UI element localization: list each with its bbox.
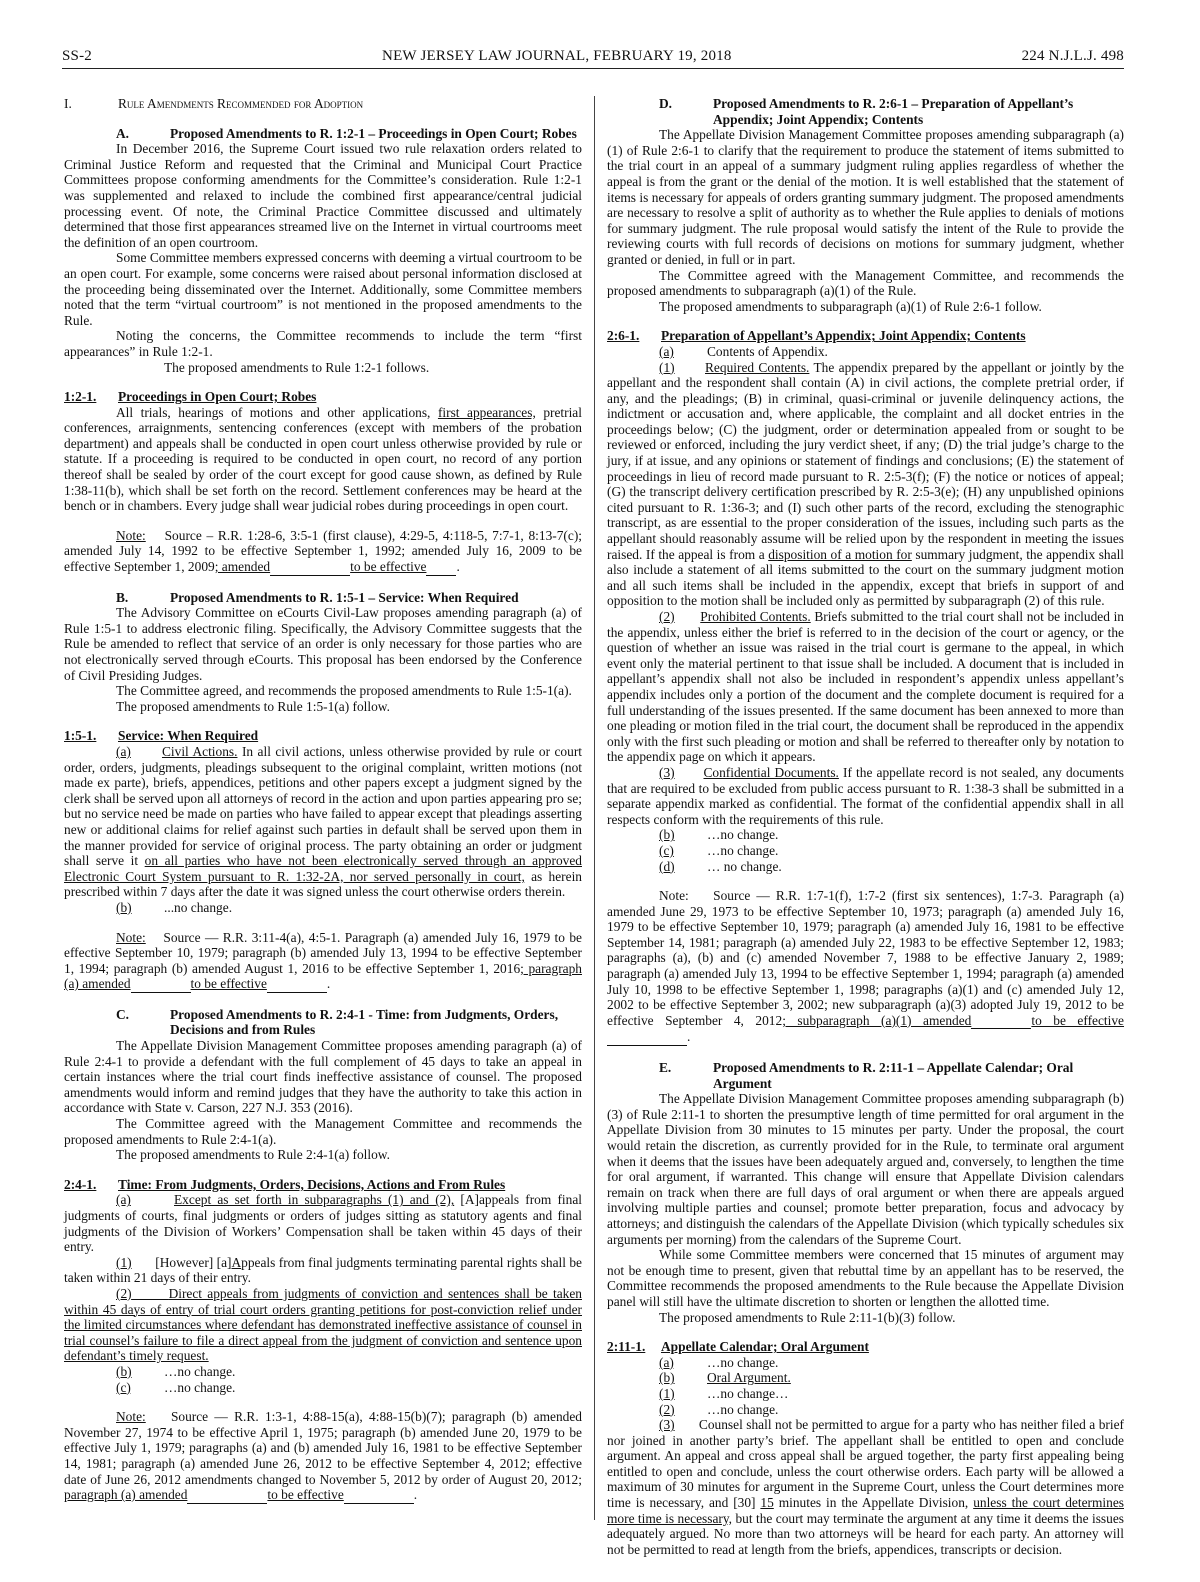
note-text: Source – R.R. 1:28-6, 3:5-1 (first clause), 4:29-5, 4:118-5, 7:7-1, 8:13-7(c); amended July 14, 1992 to be effective September 1, 1992; amended July 16, 2009 to be effective September 1, 2009: [64, 527, 582, 575]
paragraph: Some Committee members expressed concerns with deeming a virtual courtroom to be an open court. For example, some concerns were raised about personal information disclosed at the proceeding being disseminated over the Internet. Additionally, some Committee members noted that the term “virtual courtroom” is not mentioned in the proposed amendments to the Rule.: [64, 250, 582, 328]
rule-text-part: Briefs submitted to the trial court shall not be included in the appendix, unless either the brief is referred to in the decision of the court or agency, or the question of whether an issue was raised in the trial court is germane to the appeal, in which event only the material pertinent to that issue shall be included. A document that is included in appellant’s appendix shall not also be included in respondent’s appendix unless appellant’s appendix includes only a portion of the document and the complete document is required for a full understanding of the issues presented. If the same document has been annexed to more than one pleading or motion filed in the trial court, the document shall be reproduced in the appendix only with the first such pleading or motion and shall be referred to thereafter only by notation to the appendix page on which it appears.: [607, 609, 1124, 765]
note: Note: Source — R.R. 1:7-1(f), 1:7-2 (first six sentences), 1:7-3. Paragraph (a) amended June 29, 1973 to be effective September 10, 1973; paragraph (a) amended July 16, 1979 to be effective September 10, 1979; paragraph (a) amended July 16, 1981 to be effective September 14, 1981; paragraph (a) amended July 22, 1983 to be effective September 12, 1983; paragraphs (a), (b) and (c) amended November 7, 1988 to be effective January 2, 1989; paragraph (a) amended July 13, 1994 to be effective September 1, 1994; paragraph (a) amended July 10, 1998 to be effective September 1, 1998; paragraphs (a)(1) and (c) amended July 12, 2002 to be effective September 3, 2002; new subparagraph (a)(3) adopted July 19, 2012 to be effective September 4, 2012; subparagraph (a)(1) amended to be effective .: [607, 888, 1125, 1045]
note-amended: ; subparagraph (a)(1) amended: [782, 1012, 972, 1028]
date-blank: [426, 559, 456, 576]
note-amended: ; paragraph (a) amended: [64, 1471, 582, 1503]
paragraph-heading: Required Contents.: [705, 359, 810, 375]
paragraph-label: (1): [659, 359, 675, 375]
paragraph: Noting the concerns, the Committee recommends to include the term “first appearances” in Rule 1:2-1.: [64, 328, 582, 359]
rule-subparagraph: [607, 1355, 1124, 1371]
paragraph-heading: Civil Actions.: [161, 743, 238, 759]
rule-text: [64, 1255, 582, 1286]
paragraph: The Appellate Division Management Committee proposes amending subparagraph (a)(1) of Rule 2:6-1 to clarify that the requirement to produce the statement of items submitted to the trial court in an appeal of a summary judgment ruling applies regardless of whether the appeal is from the grant or the denial of the motion. It is well established that the statement of items is necessary for appeals of orders granting summary judgment. The proposed amendments are necessary to resolve a split of authority as to whether the Rule applies to denials of motions for summary judgment. The rule proposal would satisfy the intent of the Rule to provide the reviewing courts with full records of decisions on motions for summary judgment, whether granted or denied, in full or in part.: [607, 127, 1124, 267]
rule-subparagraph: [607, 1370, 1124, 1386]
right-column: [607, 96, 1124, 1557]
rule-title: Preparation of Appellant’s Appendix; Joint Appendix; Contents: [661, 328, 1026, 344]
paragraph-label: (2): [659, 1401, 675, 1417]
section-label: D.: [659, 96, 673, 111]
date-blank: [270, 559, 350, 576]
paragraph-label: (2): [659, 609, 675, 624]
rule-text-part: …no change.: [164, 1379, 236, 1395]
paragraph-label: (a): [116, 743, 131, 759]
paragraph-label: (c): [116, 1379, 131, 1395]
section-title: Proposed Amendments to R. 2:6-1 – Preparation of Appellant’s Appendix; Joint Appendix; Contents: [713, 96, 1074, 127]
rule-text-part: … no change.: [707, 858, 782, 874]
rule-heading: [607, 1339, 1124, 1355]
note-label: Note:: [116, 1409, 146, 1425]
rule-text-part: summary judgment, the appendix shall also include a statement of all items submitted to the court on the summary judgment motion and all such items shall be included in the appendix, except that briefs in support of and opposition to the motion shall be included only as permitted by subparagraph (2) of this rule.: [607, 546, 1125, 609]
paragraph: The Committee agreed, and recommends the proposed amendments to Rule 1:5-1(a).: [116, 683, 572, 699]
note: Note: Source — R.R. 3:11-4(a), 4:5-1. Paragraph (a) amended July 16, 1979 to be effective September 10, 1979; paragraph (b) amended July 13, 1994 to be effective September 1, 1994; paragraph (b) amended August 1, 2016 to be effective September 1, 2016; paragraph (a) amended to be effective .: [64, 929, 583, 992]
note-label: Note:: [116, 527, 146, 543]
rule-text-part: Contents of Appendix.: [707, 343, 828, 359]
inserted-text: A: [231, 1254, 242, 1270]
rule-heading: [64, 728, 582, 744]
section-d-heading: [607, 96, 1124, 127]
rule-text: [64, 1286, 582, 1364]
paragraph-label: (1): [659, 1385, 675, 1401]
rule-text-part: All trials, hearings of motions and other applications,: [116, 404, 431, 420]
rule-text: [607, 1417, 1124, 1557]
paragraph: The proposed amendments to subparagraph (a)(1) of Rule 2:6-1 follow.: [659, 298, 1042, 314]
rule-text-part: minutes in the Appellate Division,: [778, 1495, 969, 1511]
paragraph: While some Committee members were concerned that 15 minutes of argument may not be enough time to present, given that rebuttal time by an appellant has to be reserved, the Committee recommends the proposed amendments to the Rule because the Appellate Division panel will still have the ultimate discretion to shorten or lengthen the allotted time.: [607, 1247, 1124, 1309]
rule-heading: [64, 1177, 582, 1193]
rule-subparagraph: [607, 1402, 1124, 1418]
note-amended: ; amended: [214, 559, 271, 575]
note-effective: to be effective: [267, 1487, 344, 1503]
rule-title: Appellate Calendar; Oral Argument: [661, 1339, 869, 1355]
section-label: C.: [116, 1006, 130, 1022]
rule-text-part: ppeals from final judgments terminating parental rights shall be taken within 21 days of their entry.: [64, 1254, 582, 1286]
paragraph-label: (b): [659, 827, 675, 843]
rule-text: [64, 744, 582, 900]
section-title: Proposed Amendments to R. 2:11-1 – Appellate Calendar; Oral Argument: [713, 1060, 1074, 1091]
left-column: [64, 96, 582, 1504]
rule-text-part: pretrial conferences, arraignments, sentencing conferences (except with members of the probation department) and appeals shall be conducted in open court unless otherwise provided by rule or statute. If a proceeding is required to be conducted in open court, no record of any portion thereof shall be sealed by order of the court except for good cause shown, as defined by Rule 1:38-11(b), which shall be set forth on the record. Settlement conferences may be heard at the bench or in chambers. Every judge shall wear judicial robes during proceedings in open court.: [64, 404, 582, 514]
citation: 224 N.J.L.J. 498: [1021, 48, 1124, 65]
section-e-heading: [607, 1060, 1124, 1091]
rule-subparagraph: [607, 859, 1124, 875]
rule-subparagraph: [64, 1380, 582, 1396]
column-divider: [594, 96, 595, 1520]
paragraph: The Appellate Division Management Committee proposes amending paragraph (a) of Rule 2:4-1 to provide a defendant with the full complement of 45 days to take an appeal in certain instances where the trial court finds ineffective assistance of counsel. The proposed amendments would inform and remind judges that they have the authority to take this action in accordance with State v. Carson, 227 N.J. 353 (2016).: [64, 1038, 582, 1116]
section-b-heading: [64, 590, 582, 606]
inserted-text: 15: [760, 1495, 774, 1511]
rule-number: 2:4-1.: [64, 1176, 97, 1192]
rule-text-part: as herein prescribed within 7 days after the date it was signed unless the court otherwise orders therein.: [64, 868, 582, 900]
deleted-text: [However] [a]: [155, 1254, 232, 1270]
paragraph-label: (1): [116, 1254, 132, 1270]
paragraph-heading: Confidential Documents.: [703, 764, 839, 780]
note: Note: Source — R.R. 1:3-1, 4:88-15(a), 4:88-15(b)(7); paragraph (b) amended November 27, 1974 to be effective April 1, 1975; paragraph (b) amended June 20, 1979 to be effective July 1, 1979; paragraphs (a) and (b) amended July 16, 1981 to be effective September 14, 1981; paragraph (a) amended June 26, 2012 to be effective September 4, 2012; effective date of June 26, 2012 amendments changed to November 5, 2012 by order of August 20, 2012; paragraph (a) amended to be effective .: [64, 1409, 582, 1503]
note-label: Note:: [116, 929, 146, 945]
inserted-text: on all parties who have not been electronically served through an approved Electronic Court System pursuant to R. 1:32-2A, nor served personally in court,: [64, 853, 582, 884]
paragraph-heading: Prohibited Contents.: [700, 609, 811, 624]
rule-number: 2:6-1.: [607, 328, 640, 344]
paragraph-label: (3): [659, 764, 675, 780]
section-title: Proposed Amendments to R. 2:4-1 - Time: from Judgments, Orders, Decisions and from Rules: [170, 1006, 559, 1038]
inserted-text: disposition of a motion for: [768, 546, 912, 562]
date-blank: [971, 1013, 1031, 1030]
paragraph: The proposed amendments to Rule 1:2-1 follows.: [164, 359, 430, 375]
note-text: Source — R.R. 1:7-1(f), 1:7-2 (first six sentences), 1:7-3. Paragraph (a) amended June 29, 1973 to be effective September 10, 1973; paragraph (a) amended July 16, 1979 to be effective September 10, 1979; paragraph (a) amended July 16, 1981 to be effective September 14, 1981; paragraph (a) amended July 22, 1983 to be effective September 12, 1983; paragraphs (a), (b) and (c) amended November 7, 1988 to be effective January 2, 1989; paragraph (a) amended July 13, 1994 to be effective September 1, 1994; paragraph (a) amended July 10, 1998 to be effective September 1, 1998; paragraphs (a)(1) and (c) amended July 12, 2002 to be effective September 3, 2002; new subparagraph (a)(3) adopted July 19, 2012 to be effective September 4, 2012: [607, 888, 1124, 1028]
paragraph: The proposed amendments to Rule 2:4-1(a) follow.: [116, 1147, 390, 1163]
paragraph-label: (b): [116, 1363, 132, 1379]
paragraph-label: (c): [659, 842, 674, 858]
section-label: E.: [659, 1060, 672, 1076]
rule-number: 2:11-1.: [607, 1339, 646, 1355]
note-text: Source — R.R. 1:3-1, 4:88-15(a), 4:88-15(b)(7); paragraph (b) amended November 27, 1974 to be effective April 1, 1975; paragraph (b) amended June 20, 1979 to be effective July 1, 1979; paragraphs (a) and (b) amended July 16, 1981 to be effective September 14, 1981; paragraph (a) amended June 26, 2012 to be effective September 4, 2012; effective date of June 26, 2012 amendments changed to November 5, 2012 by order of August 20, 2012: [64, 1409, 582, 1487]
section-title: Proposed Amendments to R. 1:2-1 – Proceedings in Open Court; Robes: [170, 125, 577, 141]
paragraph-label: (a): [116, 1192, 131, 1208]
rule-subparagraph: [607, 827, 1124, 843]
rule-title: Time: From Judgments, Orders, Decisions, Actions and From Rules: [118, 1176, 506, 1192]
rule-subparagraph: [64, 900, 582, 916]
rule-subparagraph: [607, 1386, 1124, 1402]
rule-text-part: Oral Argument.: [707, 1370, 791, 1386]
paragraph-label: (b): [659, 1370, 675, 1386]
inserted-text: unless the court determines more time is necessary,: [607, 1495, 1124, 1526]
rule-text: [64, 1192, 582, 1254]
section-title: Proposed Amendments to R. 1:5-1 – Service: When Required: [170, 589, 519, 605]
date-blank: [607, 1029, 687, 1046]
rule-text: [607, 609, 1124, 765]
rule-heading: [64, 389, 582, 405]
note-effective: to be effective: [190, 976, 267, 992]
rule-text-part: …no change.: [707, 1354, 779, 1370]
paragraph-label: (b): [116, 899, 132, 915]
paragraph: The proposed amendments to Rule 2:11-1(b)(3) follow.: [659, 1309, 956, 1325]
rule-text-part: The appendix prepared by the appellant or jointly by the appellant and the respondent shall contain (A) in civil actions, the complete pretrial order, if any, and the pleadings; (B) in criminal, quasi-criminal or juvenile delinquency actions, the indictment or accusation and, where applicable, the complaint and all docket entries in the proceedings below; (C) the judgment, order or determination appealed from or sought to be reviewed or enforced, including the jury verdict sheet, if any; (D) the trial judge’s charge to the jury, if at issue, and any opinions or statement of findings and conclusions; (E) the statement of proceedings in lieu of record made pursuant to R. 2:5-3(f); (F) the notice or notices of appeal; (G) the transcript delivery certification prescribed by R. 2:5-3(e); (H) any unpublished opinions cited pursuant to R. 1:36-3; and (I) such other parts of the record, excluding the stenographic transcript, as are essential to the proper consideration of the issues, including such parts as the appellant should reasonably assume will be relied upon by the respondent in meeting the issues raised. If the appeal is from a: [607, 359, 1124, 562]
rule-number: 1:2-1.: [64, 389, 97, 405]
note-text: Source — R.R. 3:11-4(a), 4:5-1. Paragraph (a) amended July 16, 1979 to be effective September 10, 1979; paragraph (b) amended July 13, 1994 to be effective September 1, 1994; paragraph (b) amended August 1, 2016 to be effective September 1, 2016: [64, 929, 583, 976]
paragraph: The Advisory Committee on eCourts Civil-Law proposes amending paragraph (a) of Rule 1:5-1 to address electronic filing. Specifically, the Advisory Committee suggests that the Rule be amended to reflect that service of an order is only necessary for those parties who are not electronically served through eCourts. This proposal has been endorsed by the Conference of Civil Presiding Judges.: [64, 605, 582, 683]
date-blank: [344, 1487, 414, 1504]
note: Note: Source – R.R. 1:28-6, 3:5-1 (first clause), 4:29-5, 4:118-5, 7:7-1, 8:13-7(c); amended July 14, 1992 to be effective September 1, 1992; amended July 16, 2009 to be effective September 1, 2009; amended to be effective .: [64, 527, 582, 575]
paragraph-label: (a): [659, 1354, 674, 1370]
note-amended: ; paragraph (a) amended: [64, 960, 582, 992]
paragraph: The Committee agreed with the Management Committee, and recommends the proposed amendments to subparagraph (a)(1) of the Rule.: [607, 267, 1124, 299]
rule-text-part: …no change…: [707, 1385, 789, 1401]
rule-text-part: …no change.: [707, 1401, 779, 1417]
rule-text-part: …no change.: [707, 827, 779, 843]
paragraph: The Appellate Division Management Committee proposes amending subparagraph (b)(3) of Rule 2:11-1 to shorten the presumptive length of time permitted for oral argument in the Appellate Division from 30 minutes to 15 minutes per party. Under the proposal, the court would retain the discretion, as currently provided for in the Rule, to terminate oral argument when it deems that the issues have been adequately argued and, conversely, to lengthen the time for oral argument, if warranted. This change will ensure that Appellate Division calendars remain on track when there are full days of oral argument or when there are appeals argued involving multiple parties and counsel; promote better preparation, focus and advocacy by attorneys; and distinguish the calendars of the Appellate Division (which typically schedules six arguments per morning) from the calendars of the Supreme Court.: [607, 1091, 1124, 1247]
inserted-text: Direct appeals from judgments of conviction and sentences shall be taken within 45 days of entry of trial court orders granting petitions for post-conviction relief under the limited circumstances where defendant has demonstrated ineffective assistance of counsel in trial counsel’s failure to file a direct appeal from the judgment of conviction and sentence upon defendant’s timely request.: [64, 1285, 582, 1364]
paragraph-label: (a): [659, 343, 674, 359]
rule-text-part: [A]appeals from final judgments of courts, final judgments or orders of judges sitting as statutory agents and final judgments of the Division of Workers’ Compensation shall be taken within 45 days of their entry.: [64, 1192, 582, 1255]
rule-text-part: Counsel shall not be permitted to argue for a party who has neither filed a brief nor joined in another party’s brief. The appellant shall be entitled to open and conclude argument. An appeal and cross appeal shall be argued together, the party first appealing being entitled to open and conclude, unless the court otherwise orders. Each party will be allowed a maximum of 30 minutes for argument in the Supreme Court, unless the Court determines more time is necessary, and [30]: [607, 1417, 1124, 1511]
rule-subparagraph: [607, 843, 1124, 859]
date-blank: [131, 976, 191, 993]
rule-text-part: …no change.: [164, 1363, 236, 1379]
date-blank: [267, 976, 327, 993]
section-label: B.: [116, 589, 129, 605]
paragraph-label: (d): [659, 858, 675, 874]
rule-text: [607, 765, 1124, 827]
note-effective: to be effective: [350, 559, 427, 575]
rule-text-part: but the court may terminate the argument at any time it deems the issues adequately argued. No more than two attorneys will be heard for each party. An attorney will not be permitted to read at length from the briefs, appendices, transcripts or decision.: [607, 1510, 1124, 1557]
date-blank: [187, 1487, 267, 1504]
publication-title: NEW JERSEY LAW JOURNAL, FEBRUARY 19, 2018: [382, 48, 732, 65]
note-label: Note:: [659, 888, 689, 904]
section-a-heading: [64, 126, 582, 142]
paragraph: In December 2016, the Supreme Court issued two rule relaxation orders related to Criminal Justice Reform and requested that the Criminal and Municipal Court Practice Committees propose conforming amendments for the Committee’s consideration. Rule 1:2-1 was supplemented and relaxed to include the combined first appearance/central judicial processing event. Of note, the Criminal Practice Committee discussed and ultimately determined that those first appearances streamed live on the Internet in virtual courtrooms meet the definition of an open courtroom.: [64, 141, 582, 250]
rule-text-part: …no change.: [707, 842, 779, 858]
paragraph-label: (2): [116, 1285, 132, 1301]
inserted-text: Except as set forth in subparagraphs (1) and (2),: [174, 1192, 455, 1208]
paragraph: The Committee agreed with the Management Committee and recommends the proposed amendments to Rule 2:4-1(a).: [64, 1116, 582, 1147]
rule-title: Proceedings in Open Court; Robes: [118, 389, 317, 405]
rule-subparagraph: [607, 344, 1124, 360]
rule-number: 1:5-1.: [64, 728, 97, 744]
rule-text: [607, 360, 1124, 610]
rule-title: Service: When Required: [118, 728, 259, 744]
paragraph: The proposed amendments to Rule 1:5-1(a) follow.: [116, 698, 390, 714]
page-header: [62, 46, 1124, 69]
section-label: A.: [116, 125, 130, 141]
rule-text: [64, 405, 582, 514]
part-number: I.: [64, 96, 72, 111]
rule-subparagraph: [64, 1364, 582, 1380]
page-number: SS-2: [62, 48, 92, 65]
part-heading: [64, 96, 582, 112]
rule-text-part: ...no change.: [164, 899, 233, 915]
section-c-heading: [64, 1007, 582, 1038]
note-effective: to be effective: [1031, 1012, 1125, 1028]
part-title: Rule Amendments Recommended for Adoption: [118, 96, 364, 111]
inserted-text: first appearances,: [437, 404, 536, 420]
rule-text-part: If the appellate record is not sealed, any documents that are required to be excluded from public access pursuant to R. 1:38-3 shall be submitted in a separate appendix marked as confidential. The format of the confidential appendix shall in all respects conform with the requirements of this rule.: [607, 764, 1124, 827]
paragraph-label: (3): [659, 1417, 675, 1433]
rule-heading: [607, 328, 1124, 344]
rule-text-part: In all civil actions, unless otherwise provided by rule or court order, orders, judgments, pleadings subsequent to the original complaint, written motions (not made ex parte), briefs, appendices, petitions and other papers except a judgment signed by the clerk shall be served upon all attorneys of record in the action and upon parties appearing pro se; but no service need be made on parties who have failed to appear except that pleadings asserting new or additional claims for relief against such parties in default shall be served upon them in the manner provided for service of original process. The party obtaining an order or judgment shall serve it: [64, 743, 582, 869]
